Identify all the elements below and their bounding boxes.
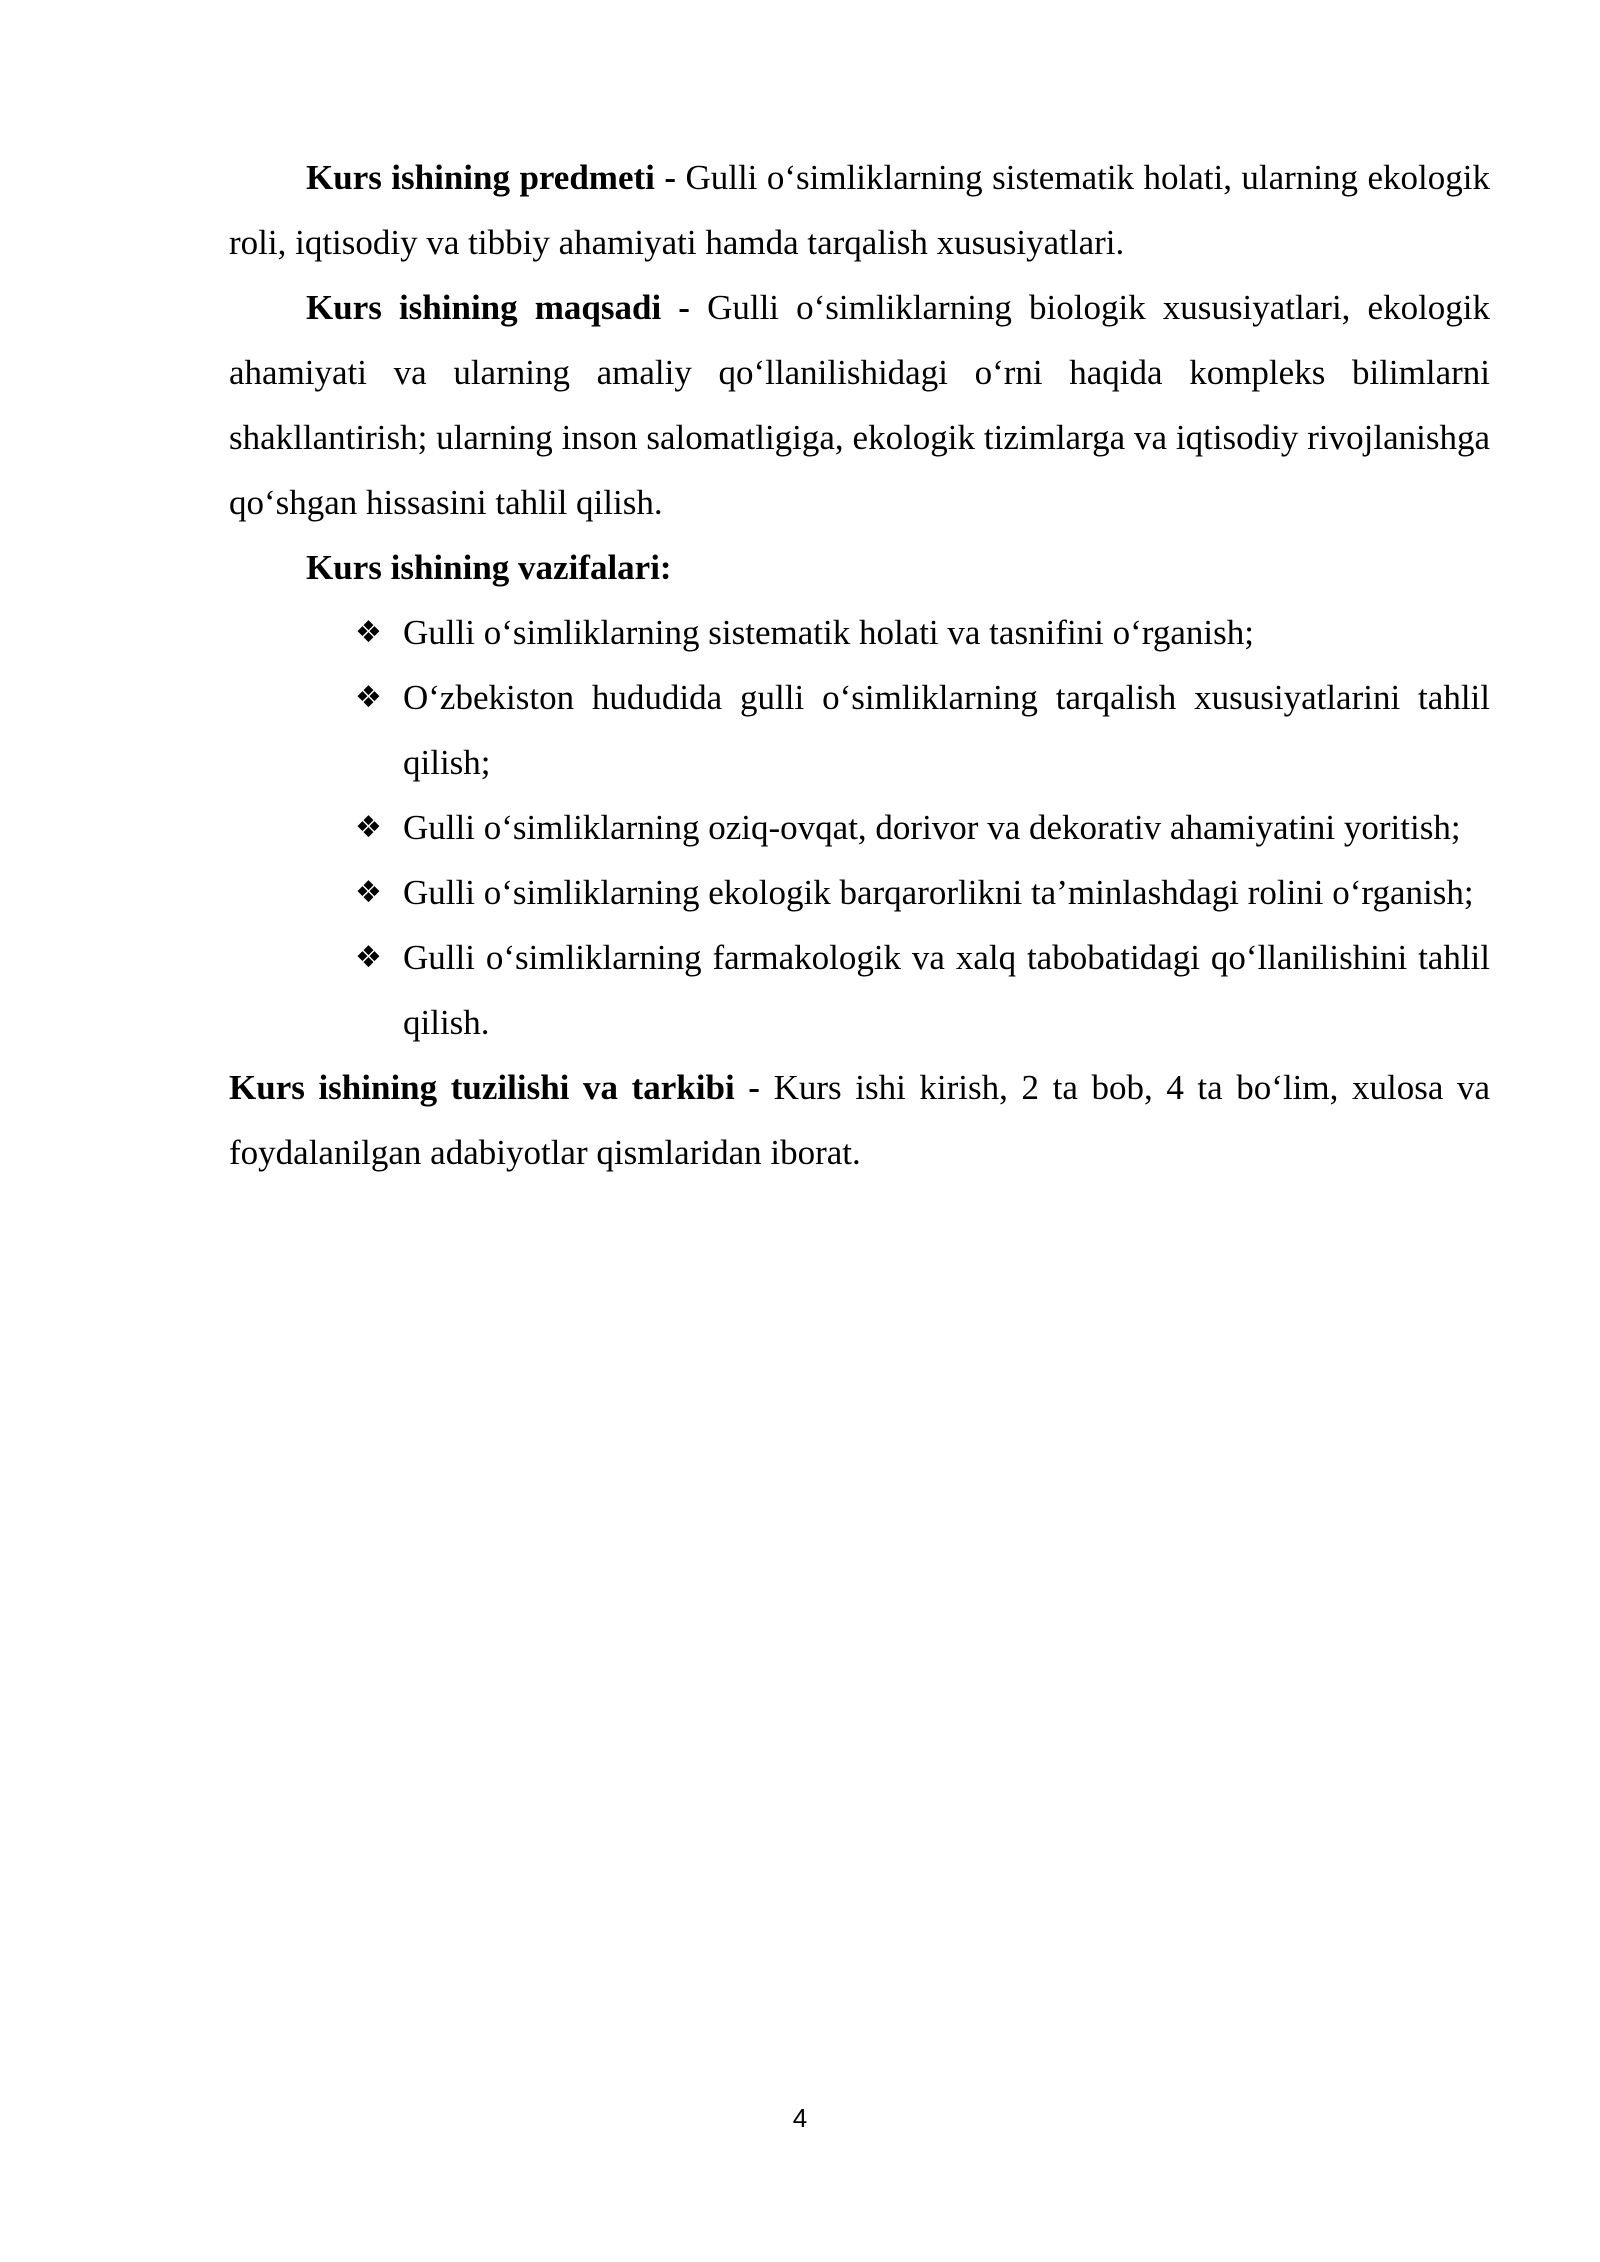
list-item (355, 925, 1490, 1055)
subject-text: Gulli o‘simliklarning sistematik holati, ularning ekologik roli, iqtisodiy va tibbiy ahamiyati hamda tarqalish xususiyatlari. (229, 158, 1490, 262)
bullet-icon: ❖ (355, 810, 382, 845)
list-item (355, 795, 1490, 860)
bullet-icon: ❖ (355, 875, 382, 910)
list-item (355, 600, 1490, 665)
list-item-text: Gulli o‘simliklarning ekologik barqarorlikni ta’minlashdagi rolini o‘rganish; (403, 873, 1474, 912)
list-item-text: Gulli o‘simliklarning sistematik holati va tasnifini o‘rganish; (403, 613, 1254, 652)
document-page (229, 145, 1490, 1185)
goal-text: Gulli o‘simliklarning biologik xususiyatlari, ekologik ahamiyati va ularning amaliy qo‘llanilishidagi o‘rni haqida kompleks bilimlarni shakllantirish; ularning inson salomatligiga, ekologik tizimlarga va iqtisodiy rivojlanishga qo‘shgan hissasini tahlil qilish. (229, 288, 1491, 522)
list-item (355, 665, 1490, 795)
structure-title: Kurs ishining tuzilishi va tarkibi (229, 1068, 735, 1107)
goal-paragraph (229, 275, 1490, 535)
goal-separator: - (661, 288, 708, 327)
goal-title: Kurs ishining maqsadi (306, 288, 662, 327)
list-item-text: O‘zbekiston hududida gulli o‘simliklarning tarqalish xususiyatlarini tahlil qilish; (403, 678, 1490, 782)
tasks-heading (229, 535, 1490, 600)
page-number: 4 (792, 2103, 808, 2133)
structure-text: Kurs ishi kirish, 2 ta bob, 4 ta bo‘lim, xulosa va foydalanilgan adabiyotlar qismlaridan iborat. (229, 1068, 1491, 1172)
tasks-title: Kurs ishining vazifalari: (306, 548, 672, 587)
structure-separator: - (734, 1068, 774, 1107)
tasks-list (229, 600, 1490, 1055)
structure-paragraph (229, 1055, 1490, 1185)
subject-paragraph (229, 145, 1490, 275)
subject-title: Kurs ishining predmeti (306, 158, 655, 197)
list-item-text: Gulli o‘simliklarning farmakologik va xalq tabobatidagi qo‘llanilishini tahlil qilish. (403, 938, 1490, 1042)
list-item-text: Gulli o‘simliklarning oziq-ovqat, dorivor va dekorativ ahamiyatini yoritish; (403, 808, 1461, 847)
bullet-icon: ❖ (355, 940, 382, 975)
list-item (355, 860, 1490, 925)
bullet-icon: ❖ (355, 615, 382, 650)
subject-separator: - (654, 158, 686, 197)
bullet-icon: ❖ (355, 680, 382, 715)
